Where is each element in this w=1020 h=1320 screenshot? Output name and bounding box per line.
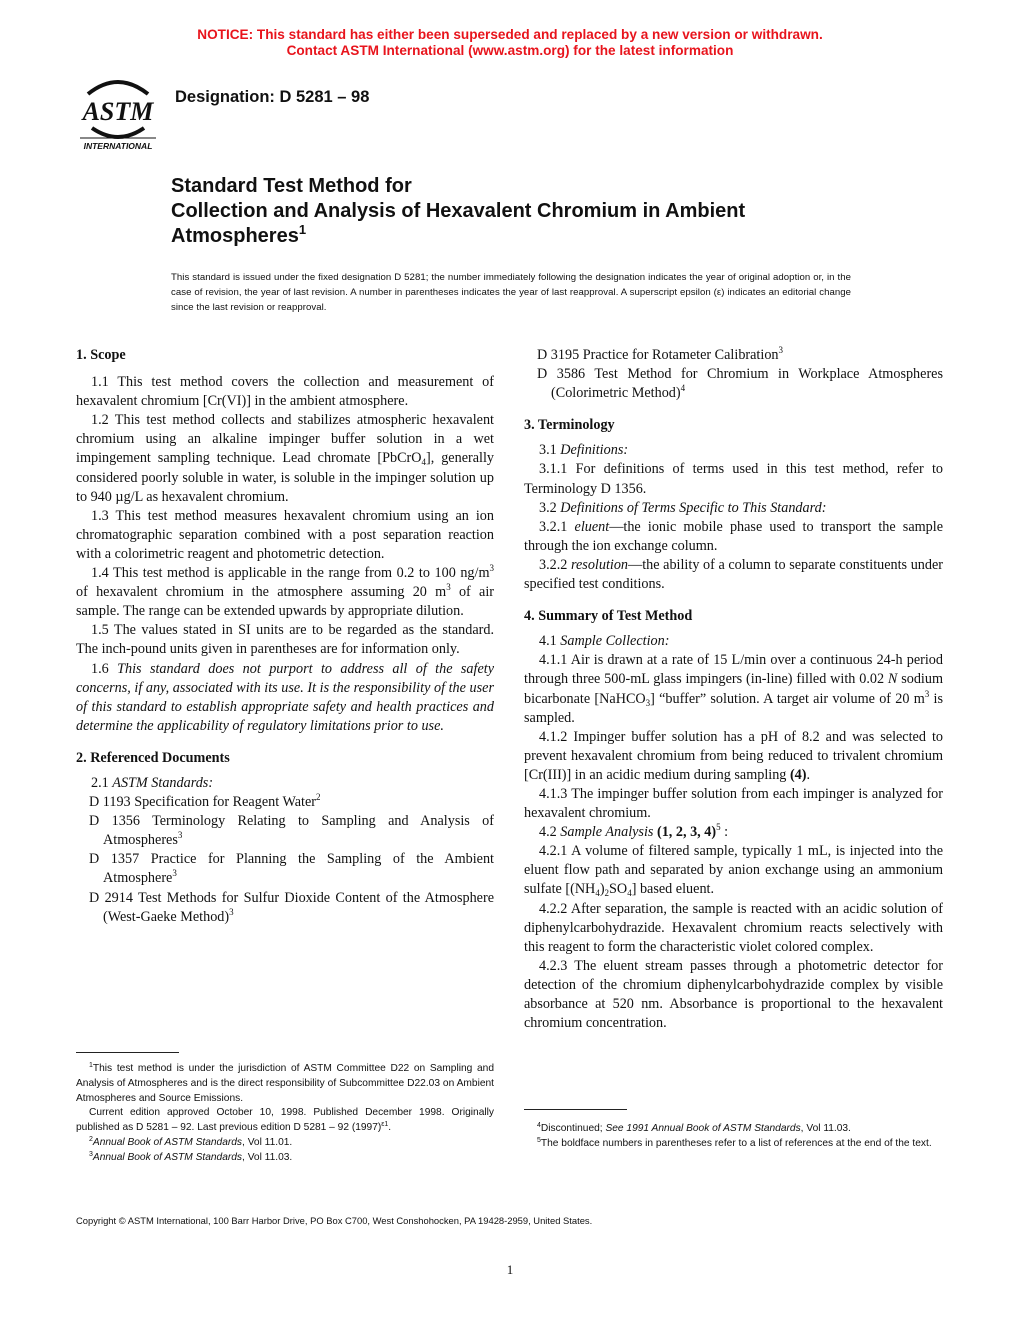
ref-item: D 1356 Terminology Relating to Sampling and Analysis of Atmospheres$^3$	[89, 813, 494, 849]
para-4-2-1: 4.2.1 A volume of filtered sample, typically 1 mL, is injected into the eluent flow path and separated by anion exchange using an ammonium sulfate $[(NH_4)_2SO_4]$ based eluent.	[524, 843, 943, 899]
footnote-1: $^1$This test method is under the jurisdiction of ASTM Committee D22 on Sampling and Analysis of Atmospheres and is the direct responsibility of Subcommittee D22.03 on Ambient Atmospheres and Source Emissions.	[76, 1062, 494, 1104]
para-4-2: 4.2 Sample Analysis (1, 2, 3, 4)$^5$ :	[539, 822, 729, 841]
para-1-5: 1.5 The values stated in SI units are to be regarded as the standard. The inch-pound units given in parentheses are for information only.	[76, 622, 494, 658]
footnote-divider-left	[76, 1052, 179, 1053]
para-3-2-2: 3.2.2 resolution—the ability of a column to separate constituents under specified test conditions.	[524, 556, 944, 593]
para-4-1-1: 4.1.1 Air is drawn at a rate of 15 L/min over a continuous 24-h period through three 500-mL glass impingers (in-line) filled with 0.02 N sodium bicarbonate [NaHCO$_3$] “buffer” solution. A target air volume of 20 $m^3$ is sampled.	[524, 652, 944, 726]
para-2-1: 2.1 ASTM Standards:	[91, 774, 214, 791]
left-column	[76, 346, 494, 927]
page-number: 1	[506, 1262, 514, 1277]
notice-line-2: Contact ASTM International (www.astm.org) for the latest information	[286, 43, 734, 58]
footnotes-right	[524, 1122, 943, 1152]
title-line-3: Atmospheres	[171, 225, 299, 247]
footnote-5: $^5$The boldface numbers in parentheses refer to a list of references at the end of the text.	[537, 1136, 932, 1149]
summary-heading: 4. Summary of Test Method	[524, 608, 693, 625]
para-1-4: 1.4 This test method is applicable in the range from 0.2 to 100 $ng/m^3$ of hexavalent chromium in the atmosphere assuming 20 $m^3$ of air sample. The range can be extended upwards by appropriate dilution.	[76, 563, 494, 620]
footnote-1-edition: Current edition approved October 10, 1998. Published December 1998. Originally published as D 5281 – 92. Last previous edition D 5281 – 92 $(1997)^{\varepsilon 1}$.	[76, 1107, 494, 1134]
para-1-3: 1.3 This test method measures hexavalent chromium using an ion chromatographic separation combined with a post separation reaction with a colorimetric reagent and photometric detection.	[76, 507, 494, 562]
ref-item: D 3586 Test Method for Chromium in Workplace Atmospheres (Colorimetric Method)$^4$	[537, 366, 943, 402]
para-4-1-3: 4.1.3 The impinger buffer solution from each impinger is analyzed for hexavalent chromium.	[524, 785, 943, 822]
notice-line-1: NOTICE: This standard has either been superseded and replaced by a new version or withdrawn.	[197, 27, 823, 42]
title-line-2: Collection and Analysis of Hexavalent Chromium in Ambient	[171, 200, 746, 222]
para-4-1: 4.1 Sample Collection:	[539, 633, 670, 650]
footnote-2: $^2$Annual Book of ASTM Standards, Vol 11.01.	[89, 1135, 293, 1148]
document-title	[171, 174, 891, 249]
para-3-1: 3.1 Definitions:	[539, 442, 629, 459]
terminology-heading: 3. Terminology	[524, 417, 615, 434]
copyright: Copyright © ASTM International, 100 Barr Harbor Drive, PO Box C700, West Conshohocken, PA 19428-2959, United States.	[76, 1215, 593, 1226]
designation: Designation: D 5281 – 98	[175, 88, 370, 106]
ref-item: D 1193 Specification for Reagent Water$^2$	[89, 792, 321, 811]
withdrawal-notice	[0, 27, 1020, 59]
para-3-2: 3.2 Definitions of Terms Specific to This Standard:	[539, 499, 827, 516]
para-4-2-3: 4.2.3 The eluent stream passes through a photometric detector for detection of the chromium diphenylcarbohydrazide complex by visible absorbance at 520 nm. Absorbance is proportional to the hexavalent chromium concentration.	[524, 957, 943, 1032]
title-footnote-mark: 1	[298, 222, 307, 237]
ref-item: D 3195 Practice for Rotameter Calibration$^3$	[537, 345, 784, 363]
astm-logo	[74, 72, 162, 154]
para-3-1-1: 3.1.1 For definitions of terms used in this test method, refer to Terminology D 1356.	[524, 461, 943, 497]
issue-note: This standard is issued under the fixed designation D 5281; the number immediately following the designation indicates the year of original adoption or, in the case of revision, the year of last revision. A number in parentheses indicates the year of last reapproval. A superscript epsilon (ε) indicates an editorial change since the last revision or reapproval.	[171, 272, 851, 313]
para-1-1: 1.1 This test method covers the collection and measurement of hexavalent chromium [Cr(VI)] in the ambient atmosphere.	[76, 374, 494, 410]
para-4-2-2: 4.2.2 After separation, the sample is reacted with an acidic solution of diphenylcarbohydrazide. Hexavalent chromium reacts selectively with this reagent to form the characteristic violet colored complex.	[524, 900, 943, 955]
referenced-documents-heading: 2. Referenced Documents	[76, 749, 230, 766]
footnotes-left	[76, 1062, 494, 1166]
logo-text: ASTM	[82, 97, 154, 126]
logo-caption: INTERNATIONAL	[83, 141, 153, 151]
footnote-divider-right	[524, 1109, 627, 1110]
scope-heading: 1. Scope	[76, 347, 126, 363]
footnote-4: $^4$Discontinued; See 1991 Annual Book of ASTM Standards, Vol 11.03.	[537, 1122, 851, 1134]
right-column	[524, 346, 943, 1033]
title-line-1: Standard Test Method for	[171, 175, 412, 197]
footnote-3: $^3$Annual Book of ASTM Standards, Vol 11.03.	[89, 1150, 293, 1163]
para-3-2-1: 3.2.1 eluent—the ionic mobile phase used to transport the sample through the ion exchange column.	[524, 518, 943, 554]
para-1-6: 1.6 This standard does not purport to address all of the safety concerns, if any, associated with its use. It is the responsibility of the user of this standard to establish appropriate safety and health practices and determine the applicability of regulatory limitations prior to use.	[76, 660, 494, 734]
para-4-1-2: 4.1.2 Impinger buffer solution has a pH of 8.2 and was selected to prevent hexavalent chromium from being reduced to trivalent chromium [Cr(III)] in an acidic medium during sampling (4).	[524, 728, 943, 783]
ref-item: D 1357 Practice for Planning the Sampling of the Ambient Atmosphere$^3$	[89, 851, 494, 887]
para-1-2: 1.2 This test method collects and stabilizes atmospheric hexavalent chromium using an alkaline impinger buffer solution in a wet impingement sampling technique. Lead chromate [PbCrO$_4$], generally considered poorly soluble in water, is soluble in the impinger solution up to 940 µg/L as hexavalent chromium.	[76, 412, 494, 505]
ref-item: D 2914 Test Methods for Sulfur Dioxide Content of the Atmosphere (West-Gaeke Method)$^3$	[89, 889, 494, 925]
